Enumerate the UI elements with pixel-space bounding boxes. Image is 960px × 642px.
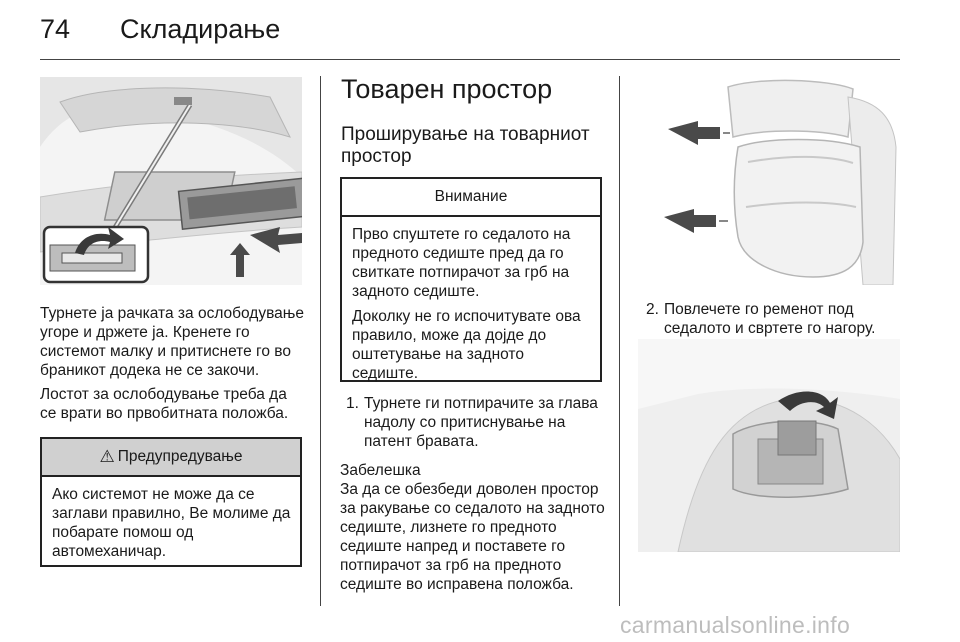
header-rule [40,59,900,60]
paragraph-release-handle: Турнете ја рачката за ослободување угоре и држете ја. Кренете го системот малку и притиснете го во браникот додека не се закочи. [40,305,304,379]
note-label: Забелешка [340,462,421,479]
warning-box [40,437,302,567]
right-text-block [640,300,902,338]
warning-box-text: Ако системот не може да се заглави правилно, Ве молиме да побарате помош од автомеханичар. [52,486,291,560]
caution-box-title: Внимание [434,188,508,205]
warning-box-body [42,477,300,569]
subsection-title: Проширување на товарниот простор [341,124,590,167]
note-text: За да се обезбеди доволен простор за ракување со седалото на задното седиште, лизнете го предното седиште напред и поставете го потпирачот за грб на предното седиште во исправена положба. [340,481,605,593]
figure-seat-strap [638,339,900,552]
warning-box-header [42,439,300,477]
section-title: Товарен простор [341,74,553,104]
step-2-number: 2. [646,301,659,318]
caution-box-body [342,217,600,391]
page-number: 74 [40,14,71,44]
watermark: carmanualsonline.info [620,612,851,638]
step-1-text: Турнете ги потпирачите за глава надолу со притиснување на патент бравата. [364,395,598,450]
warning-box-title: Предупредување [117,448,243,465]
figure-bike-carrier [40,77,302,285]
caution-paragraph-2: Доколку не го испочитувате ова правило, може да дојде до оштетување на задното седиште. [352,308,581,382]
caution-box-header [342,179,600,217]
caution-paragraph-1: Прво спуштете го седалото на предното седиште пред да го свиткате потпирачот за грб на задното седиште. [352,226,571,300]
warning-triangle-icon: ⚠ [99,447,115,466]
middle-text-block [340,394,606,599]
column-divider-right [619,76,620,606]
left-text-block [40,304,305,428]
figure-headrests [638,77,900,285]
caution-box [340,177,602,382]
step-1-number: 1. [346,395,359,412]
step-2 [640,300,902,338]
paragraph-release-lever: Лостот за ослободување треба да се врати во првобитната положба. [40,386,289,422]
step-1 [340,394,606,451]
page-title: Складирање [120,14,281,44]
step-2-text: Повлечете го ременот под седалото и свртете го нагору. [664,301,876,337]
column-divider-left [320,76,321,606]
